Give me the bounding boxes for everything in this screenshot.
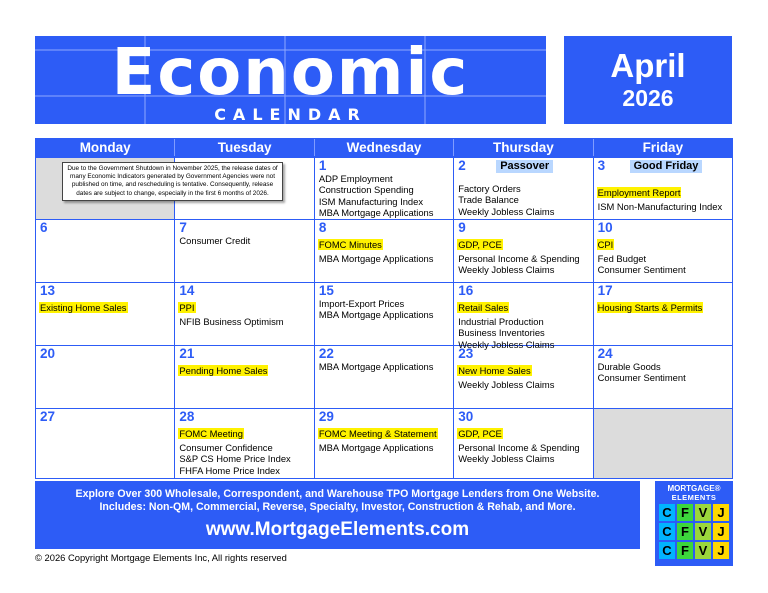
event: Weekly Jobless Claims [458,379,555,390]
day-number: 8 [318,220,327,235]
event-highlighted: CPI [597,239,614,250]
page-subtitle: CALENDAR [214,105,367,124]
event: ISM Manufacturing Index [318,195,424,207]
event-highlighted: Retail Sales [458,302,509,313]
day-number: 22 [318,346,334,361]
event: ADP Employment [318,173,393,184]
day-cell [315,409,454,479]
day-cell [315,158,454,220]
day-number: 3 [597,158,606,173]
day-number: 23 [458,346,474,361]
event: Trade Balance [458,194,519,206]
day-number: 14 [179,283,195,298]
day-number: 28 [179,409,195,424]
day-number: 29 [318,409,334,424]
calendar-week [36,220,733,283]
day-number: 7 [179,220,187,235]
holiday-label: Good Friday [630,160,703,173]
logo-tile: J [713,504,729,521]
weekday-label: Monday [79,140,131,155]
event-highlighted: GDP, PCE [458,239,502,250]
logo-tile: F [677,504,693,521]
weekday-label: Thursday [453,139,592,156]
day-number: 10 [597,220,613,235]
page-title: Economic [111,36,470,110]
logo-tile: J [713,542,729,559]
event: MBA Mortgage Applications [318,309,434,321]
logo-tile: V [695,504,711,521]
day-cell [175,409,314,479]
logo-tile: V [695,523,711,540]
day-cell [454,409,593,479]
day-cell [594,158,733,220]
event: Weekly Jobless Claims [458,205,555,217]
day-number: 13 [40,283,56,298]
day-number: 17 [597,283,613,298]
event: Fed Budget [597,253,647,264]
day-number: 16 [458,283,474,298]
event: Weekly Jobless Claims [458,338,555,350]
day-cell [454,220,593,283]
calendar-week [36,346,733,409]
event: ISM Non-Manufacturing Index [597,201,723,212]
month-name: April [610,47,686,84]
logo-text: ELEMENTS [671,493,717,502]
day-cell [454,283,593,350]
holiday-label: Passover [496,160,553,173]
event: Consumer Sentiment [597,264,686,276]
event-highlighted: Employment Report [597,187,681,198]
day-number: 24 [597,346,613,361]
event: MBA Mortgage Applications [318,442,434,453]
footer-banner [35,481,640,549]
logo-tile-row [658,542,730,559]
month-banner [564,36,732,124]
calendar-week [36,409,733,479]
weekday-label: Friday [593,139,732,156]
day-number: 30 [458,409,474,424]
day-number: 2 [458,158,466,173]
day-number: 27 [40,409,56,424]
day-cell [315,346,454,409]
logo-tile: C [659,523,675,540]
event: MBA Mortgage Applications [318,361,434,372]
day-cell [175,283,314,346]
logo-tile: F [677,523,693,540]
copyright-text: © 2026 Copyright Mortgage Elements Inc, All rights reserved [35,552,287,563]
day-cell [594,346,733,409]
event: Consumer Sentiment [597,372,686,384]
event: Weekly Jobless Claims [458,264,555,276]
event: Consumer Credit [179,235,251,246]
day-cell [315,220,454,283]
logo-tile-row [658,504,730,521]
website-link[interactable]: www.MortgageElements.com [205,519,470,540]
event: MBA Mortgage Applications [318,207,434,219]
event: S&P CS Home Price Index [179,453,291,465]
event: Consumer Confidence [179,442,273,453]
day-cell [36,409,175,479]
shutdown-notice: Due to the Government Shutdown in November 2025, the release dates of many Economic Indicators generated by Government Agencies were not published on time, and rescheduling is tentative. Consequently, release dates are subject to change, especially in the first 6 months of 2026. [62,162,283,201]
event-highlighted: FOMC Minutes [318,239,382,250]
event: Business Inventories [458,327,545,339]
event-highlighted: Pending Home Sales [179,365,268,376]
day-cell [36,220,175,283]
event-highlighted: FOMC Meeting [179,428,243,439]
logo-tile: C [659,504,675,521]
day-number: 21 [179,346,195,361]
event-highlighted: GDP, PCE [458,428,502,439]
day-cell [175,346,314,409]
title-banner [35,36,546,124]
event: FHFA Home Price Index [179,464,280,476]
day-cell [315,283,454,346]
day-cell [36,283,175,346]
event-highlighted: New Home Sales [458,365,531,376]
logo-tile: C [659,542,675,559]
event-highlighted: Existing Home Sales [40,302,127,313]
day-number: 15 [318,283,334,298]
day-cell [454,346,593,409]
logo-tile-row [658,523,730,540]
event: Construction Spending [318,184,414,196]
event: Industrial Production [458,316,544,327]
logo-tile: F [677,542,693,559]
event-highlighted: PPI [179,302,195,313]
logo-text: MORTGAGE® [667,484,721,493]
calendar-week [36,283,733,350]
day-number: 6 [40,220,48,235]
calendar-body [35,157,733,479]
event: MBA Mortgage Applications [318,253,434,264]
day-number: 9 [458,220,466,235]
event: Durable Goods [597,361,661,372]
logo-tile: V [695,542,711,559]
event: Import-Export Prices [318,298,405,309]
day-cell [36,346,175,409]
event: Personal Income & Spending [458,442,580,453]
day-cell [594,220,733,283]
day-number: 1 [318,158,327,173]
event: Personal Income & Spending [458,253,580,264]
month-year: 2026 [622,85,674,111]
day-cell-empty [594,409,733,479]
day-number: 20 [40,346,56,361]
footer-line-1: Explore Over 300 Wholesale, Correspondent, and Warehouse TPO Mortgage Lenders from One Website. [75,488,600,500]
mortgage-elements-logo [655,481,733,566]
event-highlighted: Housing Starts & Permits [597,302,703,313]
logo-tile: J [713,523,729,540]
weekday-header [35,138,733,157]
weekday-label: Wednesday [314,139,453,156]
footer-line-2: Includes: Non-QM, Commercial, Reverse, Specialty, Investor, Construction & Rehab, and More. [99,501,576,513]
event: Weekly Jobless Claims [458,453,555,465]
day-cell [454,158,593,220]
event-highlighted: FOMC Meeting & Statement [318,428,437,439]
weekday-label: Tuesday [174,139,313,156]
day-cell [175,220,314,283]
event: NFIB Business Optimism [179,316,284,327]
event: Factory Orders [458,183,521,194]
day-cell [594,283,733,346]
